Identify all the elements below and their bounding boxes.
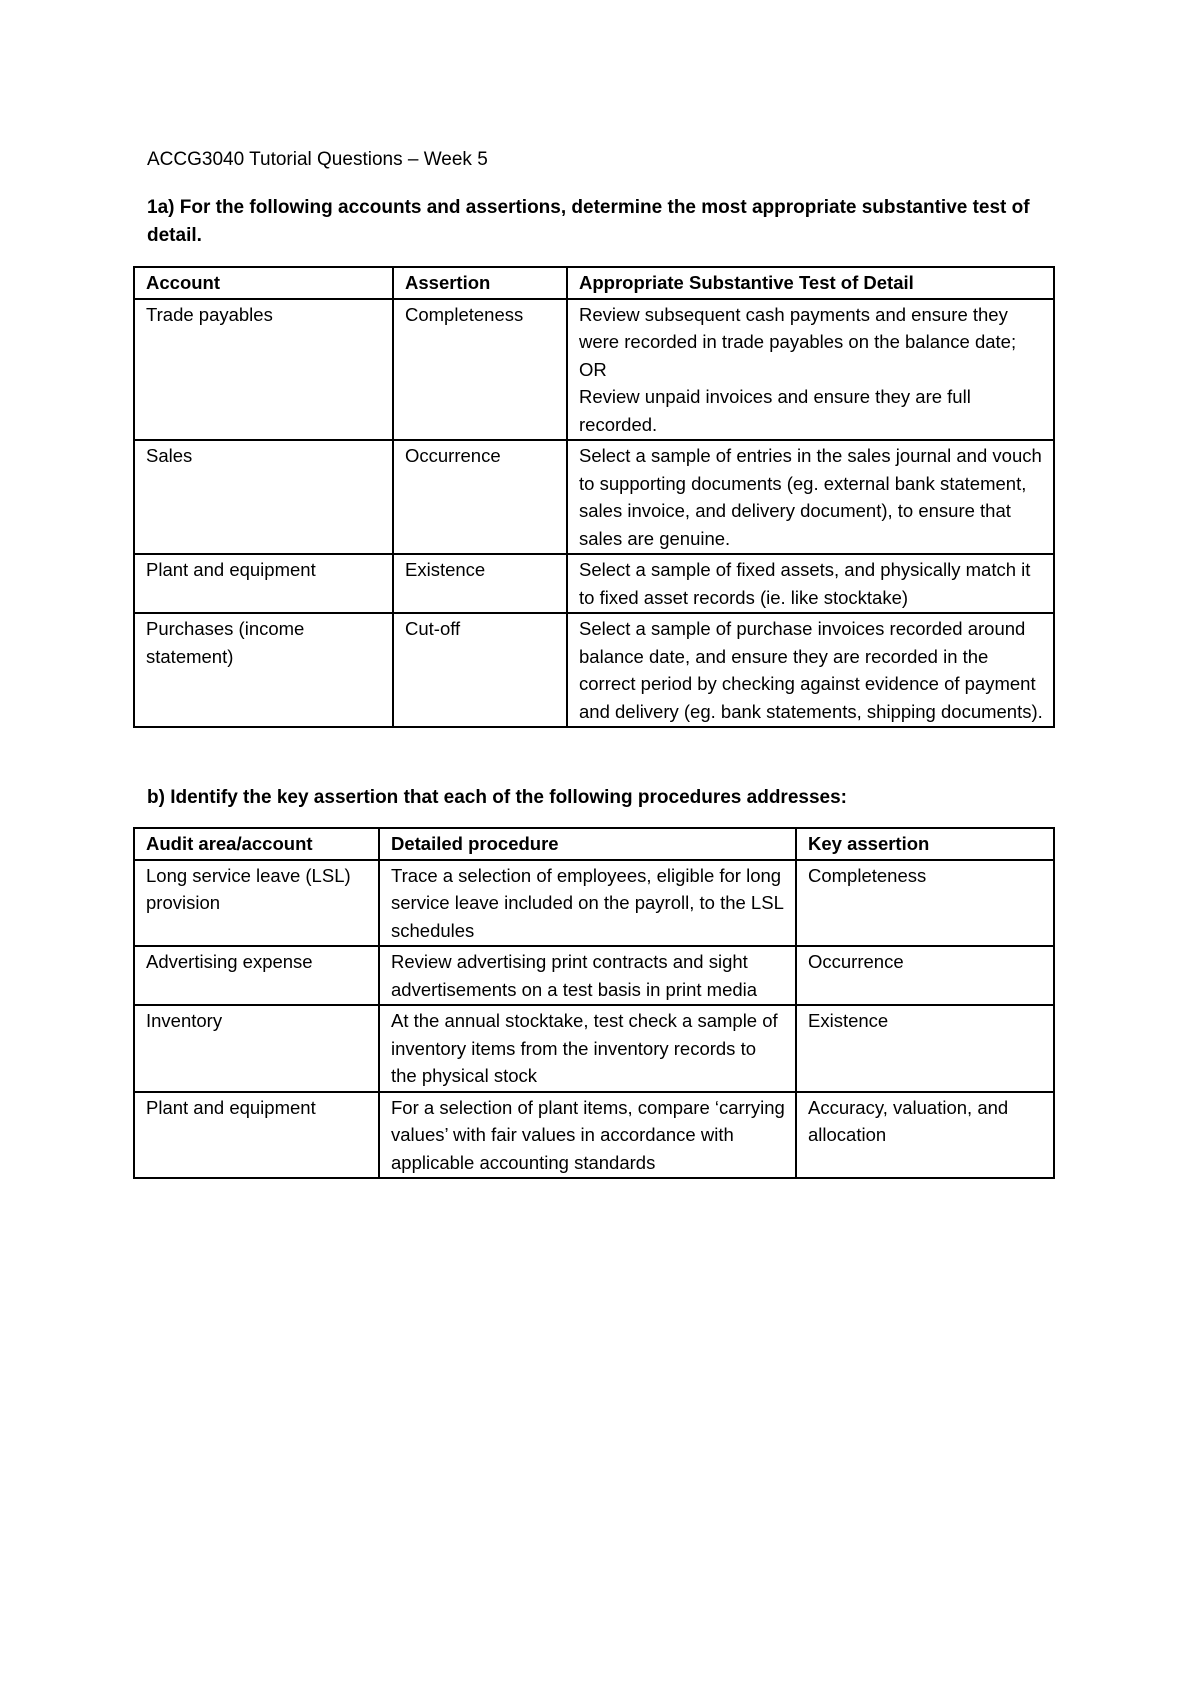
assertion-cell: Cut-off	[393, 613, 567, 727]
table-row	[134, 946, 1054, 1005]
test-of-detail-text: Select a sample of fixed assets, and physically match it to fixed asset records (ie. like stocktake)	[579, 559, 1031, 608]
table-header-row	[134, 828, 1054, 860]
question-1a-prompt: 1a) For the following accounts and assertions, determine the most appropriate substantive test of detail.	[147, 197, 1030, 246]
account-cell: Purchases (income statement)	[134, 613, 393, 727]
test-of-detail-cell	[567, 554, 1054, 613]
test-of-detail-cell	[567, 299, 1054, 441]
test-of-detail-text: Select a sample of purchase invoices recorded around balance date, and ensure they are recorded in the correct period by checking against evidence of payment and delivery (eg. bank statements, shipping documents).	[579, 618, 1043, 722]
column-header-test-of-detail: Appropriate Substantive Test of Detail	[567, 267, 1054, 299]
procedure-cell: For a selection of plant items, compare ‘carrying values’ with fair values in accordance with applicable accounting standards	[379, 1092, 796, 1179]
key-assertions-table	[133, 827, 1055, 1179]
procedure-cell: At the annual stocktake, test check a sample of inventory items from the inventory records to the physical stock	[379, 1005, 796, 1092]
audit-area-cell: Inventory	[134, 1005, 379, 1092]
column-header-assertion: Assertion	[393, 267, 567, 299]
table-row	[134, 1092, 1054, 1179]
test-of-detail-cell	[567, 440, 1054, 554]
table-row	[134, 554, 1054, 613]
test-of-detail-text: Select a sample of entries in the sales journal and vouch to supporting documents (eg. external bank statement, sales invoice, and delivery document), to ensure that sales are genuine.	[579, 445, 1042, 549]
table-row	[134, 440, 1054, 554]
key-assertion-cell: Existence	[796, 1005, 1054, 1092]
account-cell: Sales	[134, 440, 393, 554]
audit-area-cell: Long service leave (LSL) provision	[134, 860, 379, 947]
column-header-audit-area: Audit area/account	[134, 828, 379, 860]
account-cell: Plant and equipment	[134, 554, 393, 613]
audit-area-cell: Advertising expense	[134, 946, 379, 1005]
document-title: ACCG3040 Tutorial Questions – Week 5	[147, 149, 488, 170]
substantive-tests-table	[133, 266, 1055, 728]
table-header-row	[134, 267, 1054, 299]
key-assertion-cell: Accuracy, valuation, and allocation	[796, 1092, 1054, 1179]
column-header-detailed-procedure: Detailed procedure	[379, 828, 796, 860]
table-row	[134, 299, 1054, 441]
account-cell: Trade payables	[134, 299, 393, 441]
test-of-detail-text: Review subsequent cash payments and ensure they were recorded in trade payables on the balance date; OR	[579, 303, 1017, 380]
procedure-cell: Review advertising print contracts and sight advertisements on a test basis in print media	[379, 946, 796, 1005]
table-row	[134, 860, 1054, 947]
table-row	[134, 1005, 1054, 1092]
column-header-key-assertion: Key assertion	[796, 828, 1054, 860]
procedure-cell: Trace a selection of employees, eligible for long service leave included on the payroll, to the LSL schedules	[379, 860, 796, 947]
assertion-cell: Completeness	[393, 299, 567, 441]
test-of-detail-text: Review unpaid invoices and ensure they are full recorded.	[579, 386, 971, 435]
question-1b-prompt: b) Identify the key assertion that each of the following procedures addresses:	[147, 787, 847, 808]
table-row	[134, 613, 1054, 727]
assertion-cell: Occurrence	[393, 440, 567, 554]
key-assertion-cell: Occurrence	[796, 946, 1054, 1005]
key-assertion-cell: Completeness	[796, 860, 1054, 947]
audit-area-cell: Plant and equipment	[134, 1092, 379, 1179]
test-of-detail-cell	[567, 613, 1054, 727]
assertion-cell: Existence	[393, 554, 567, 613]
column-header-account: Account	[134, 267, 393, 299]
